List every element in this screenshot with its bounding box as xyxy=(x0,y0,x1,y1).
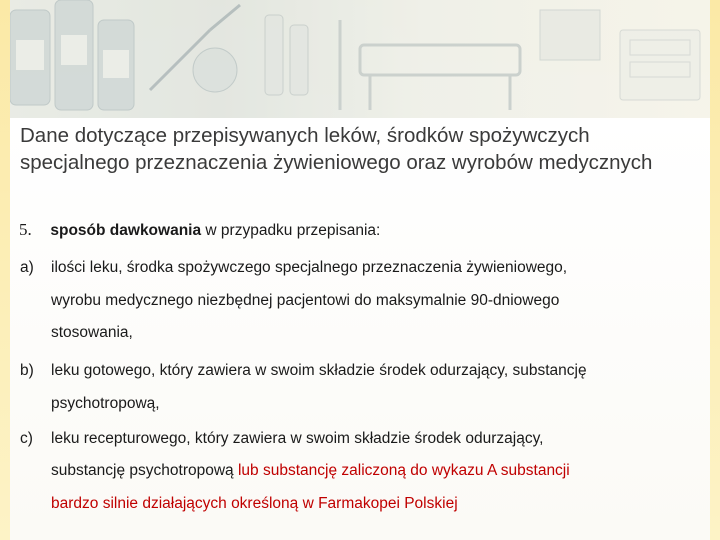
item-c-red-tail: lub substancję zaliczoną do wykazu A substancji xyxy=(233,462,570,479)
point-bold-text: sposób dawkowania xyxy=(50,222,202,239)
item-a-marker: a) xyxy=(20,259,34,276)
slide-title: Dane dotyczące przepisywanych leków, środków spożywczych specjalnego przeznaczenia żywieniowego oraz wyrobów medycznych xyxy=(20,124,653,174)
item-b-marker: b) xyxy=(20,362,34,379)
medical-equipment-image xyxy=(10,0,710,118)
item-a-line-3: stosowania, xyxy=(51,324,133,341)
item-c-line-2-text: substancję psychotropową xyxy=(51,462,234,479)
header-photo-banner xyxy=(10,0,710,118)
item-b-line-2: psychotropową, xyxy=(51,395,160,412)
item-b-line-1: leku gotowego, który zawiera w swoim składzie środek odurzający, substancję xyxy=(51,362,587,379)
point-number: 5. xyxy=(19,220,32,239)
item-c-line-1: leku recepturowego, który zawiera w swoim składzie środek odurzający, xyxy=(51,430,544,447)
point-five xyxy=(19,220,380,240)
item-a-line-2: wyrobu medycznego niezbędnej pacjentowi do maksymalnie 90-dniowego xyxy=(51,292,560,309)
item-c-line-2 xyxy=(51,462,570,480)
point-rest-text: w przypadku przepisania: xyxy=(201,222,381,239)
item-c-marker: c) xyxy=(20,430,33,447)
item-a-line-1: ilości leku, środka spożywczego specjalnego przeznaczenia żywieniowego, xyxy=(51,259,568,276)
item-c-line-3: bardzo silnie działających określoną w Farmakopei Polskiej xyxy=(51,495,458,512)
